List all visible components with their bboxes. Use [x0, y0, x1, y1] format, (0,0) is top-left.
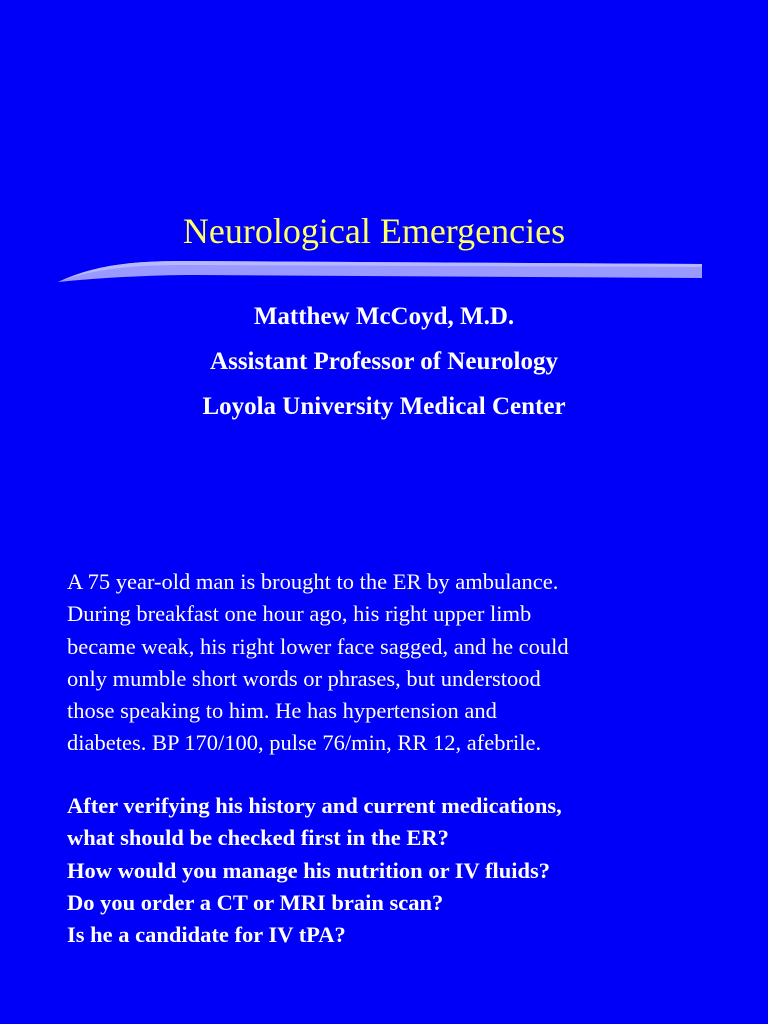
question-line: Is he a candidate for IV tPA? — [67, 922, 346, 948]
presenter-position: Assistant Professor of Neurology — [210, 348, 558, 375]
case-line: A 75 year-old man is brought to the ER by ambulance. — [67, 569, 559, 594]
question-line: what should be checked first in the ER? — [67, 825, 449, 851]
case-line: diabetes. BP 170/100, pulse 76/min, RR 12, afebrile. — [67, 730, 542, 756]
presenter-institution: Loyola University Medical Center — [202, 393, 566, 420]
case-line: became weak, his right lower face sagged, and he could — [67, 633, 569, 659]
case-line: those speaking to him. He has hypertension and — [67, 698, 497, 724]
question-line: How would you manage his nutrition or IV fluids? — [67, 857, 551, 883]
title-underline-swoosh — [56, 258, 704, 288]
slide-title: Neurological Emergencies — [182, 211, 566, 251]
presenter-name: Matthew McCoyd, M.D. — [253, 303, 515, 330]
question-line: Do you order a CT or MRI brain scan? — [67, 889, 444, 915]
case-line: During breakfast one hour ago, his right upper limb — [67, 601, 532, 627]
case-line: only mumble short words or phrases, but understood — [67, 665, 541, 691]
question-line: After verifying his history and current medications, — [67, 793, 562, 818]
case-description — [67, 566, 757, 760]
presenter-block — [0, 294, 768, 429]
case-questions — [67, 790, 757, 951]
